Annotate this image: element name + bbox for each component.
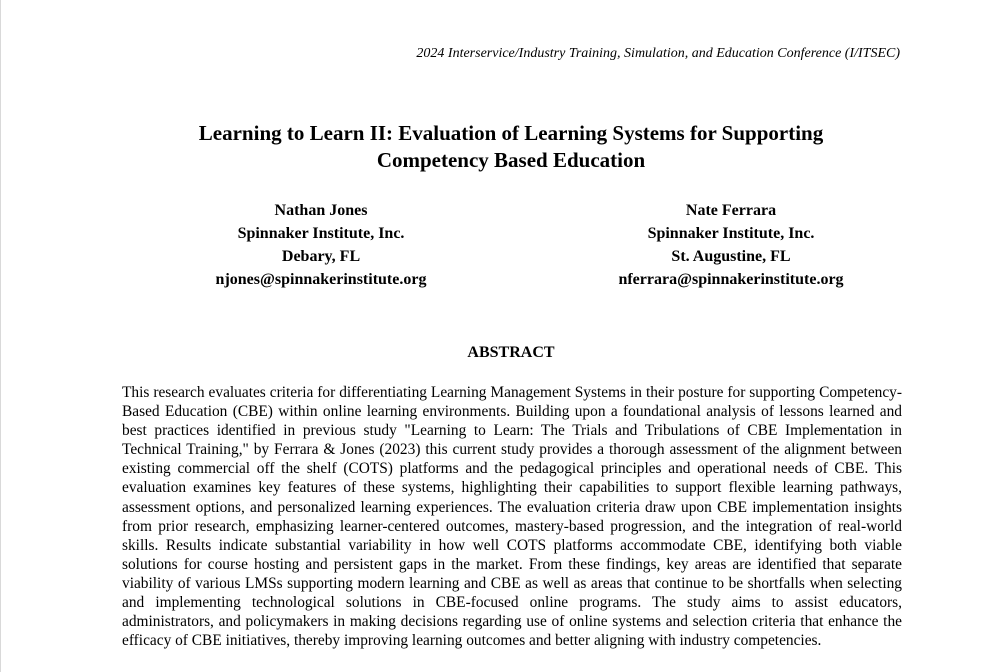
paper-title: [121, 120, 901, 174]
author-location: St. Augustine, FL: [671, 248, 791, 265]
abstract-heading: ABSTRACT: [467, 344, 555, 361]
author-name: Nathan Jones: [274, 202, 368, 219]
conference-header: 2024 Interservice/Industry Training, Simulation, and Education Conference (I/ITSEC): [416, 46, 900, 61]
author-affiliation: Spinnaker Institute, Inc.: [647, 225, 815, 242]
author-block-2: [571, 199, 891, 291]
author-email[interactable]: njones@spinnakerinstitute.org: [215, 271, 427, 288]
author-name: Nate Ferrara: [685, 202, 777, 219]
paper-title-line-2: Competency Based Education: [376, 148, 646, 172]
author-email[interactable]: nferrara@spinnakerinstitute.org: [618, 271, 844, 288]
author-affiliation: Spinnaker Institute, Inc.: [237, 225, 405, 242]
abstract-body: This research evaluates criteria for differentiating Learning Management Systems in their posture for supporting Competency-Based Education (CBE) within online learning environments. Building upon a foundational analysis of lessons learned and best practices identified in previous study "Learning to Learn: The Trials and Tribulations of CBE Implementation in Technical Training," by Ferrara & Jones (2023) this current study provides a thorough assessment of the alignment between existing commercial off the shelf (COTS) platforms and the pedagogical principles and operational needs of CBE. This evaluation examines key features of these systems, highlighting their capabilities to support flexible learning pathways, assessment options, and personalized learning experiences. The evaluation criteria draw upon CBE implementation insights from prior research, emphasizing learner-centered outcomes, mastery-based progression, and the integration of real-world skills. Results indicate substantial variability in how well COTS platforms accommodate CBE, identifying both viable solutions for course hosting and persistent gaps in the market. From these findings, key areas are identified that separate viability of various LMSs supporting modern learning and CBE as well as areas that continue to be shortfalls when selecting and implementing technological solutions in CBE-focused online programs. The study aims to assist educators, administrators, and policymakers in making decisions regarding use of online systems and selection criteria that enhance the efficacy of CBE initiatives, thereby improving learning outcomes and better aligning with industry competencies.: [122, 384, 902, 650]
author-block-1: [161, 199, 481, 291]
author-location: Debary, FL: [281, 248, 361, 265]
paper-title-line-1: Learning to Learn II: Evaluation of Learning Systems for Supporting: [198, 121, 824, 145]
